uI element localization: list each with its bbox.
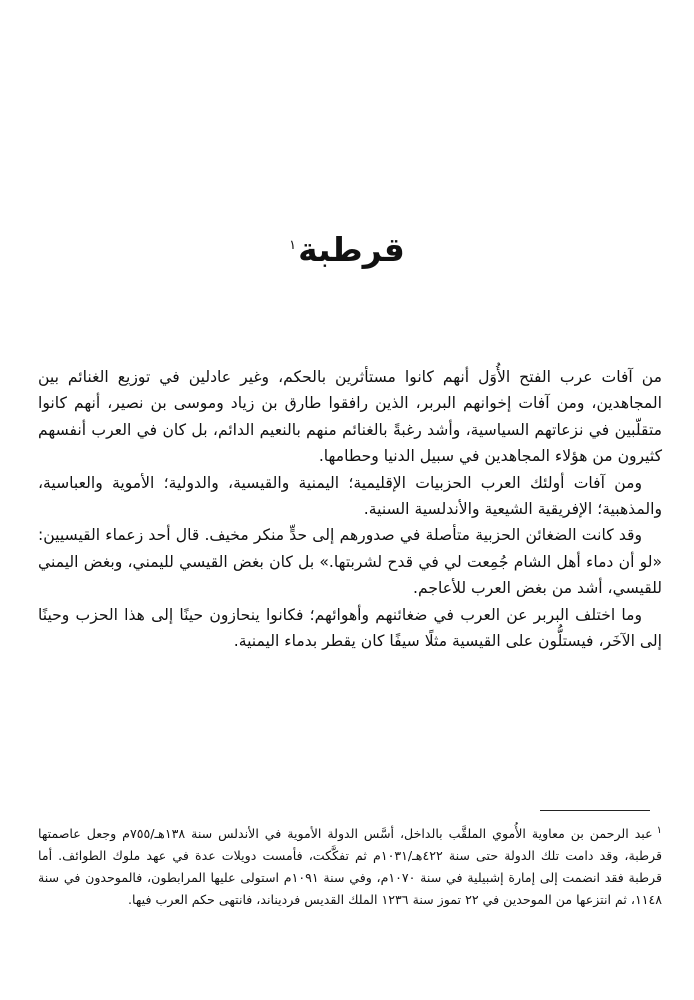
title-footnote-mark[interactable]: ١ xyxy=(289,238,297,253)
paragraph-2: ومن آفات أولئك العرب الحزبيات الإقليمية؛ اليمنية والقيسية، والدولية؛ الأموية والعباسية، والمذهبية؛ الإفريقية الشيعية والأندلسية السنية. xyxy=(38,473,662,519)
paragraph-3: وقد كانت الضغائن الحزبية متأصلة في صدورهم إلى حدٍّ منكر مخيف. قال أحد زعماء القيسيين: «لو أن دماء أهل الشام جُمِعت لي في قدح لشربتها.» بل كان بغض القيسي لليمني، وبغض اليمني للقيسي، أشد من بغض العرب للأعاجم. xyxy=(38,526,662,598)
footnote-mark: ١ xyxy=(656,825,662,836)
paragraph-4: وما اختلف البربر عن العرب في ضغائنهم وأهوائهم؛ فكانوا ينحازون حينًا إلى هذا الحزب وحينًا إلى الآخَر، فيستلُّون على القيسية مثلًا سيفًا كان يقطر بدماء اليمنية. xyxy=(38,605,662,651)
footnote xyxy=(38,820,662,910)
footnote-separator xyxy=(540,810,650,811)
footnote-paragraph xyxy=(38,820,662,910)
paragraph-1: من آفات عرب الفتح الأُوَل أنهم كانوا مستأثرين بالحكم، وغير عادلين في توزيع الغنائم بين المجاهدين، ومن آفات إخوانهم البربر، الذين رافقوا طارق بن زياد وموسى بن نصير، أنهم كانوا متقلّبين في نزعاتهم السياسية، وأشد رغبةً بالغنائم منهم بالنعيم الدائم، بل كان في العرب أنفسهم كثيرون من هؤلاء المجاهدين في سبيل الدنيا وحطامها. xyxy=(38,368,662,466)
chapter-title xyxy=(0,222,694,274)
footnote-text: عبد الرحمن بن معاوية الأُموي الملقَّب بالداخل، أسَّس الدولة الأموية في الأندلس سنة ١٣٨هـ/٧٥٥م وجعل عاصمتها قرطبة، وقد دامت تلك الدولة حتى سنة ٤٢٢هـ/١٠٣١م ثم تفكَّكت، فأمست دويلات عدة في عهد ملوك الطوائف. أما قرطبة فقد انضمت إلى إمارة إشبيلية في سنة ١٠٧٠م، وفي سنة ١٠٩١م استولى عليها المرابطون، فالموحدون في سنة ١١٤٨، ثم انتزعها من الموحدين في ٢٢ تموز سنة ١٢٣٦ الملك القديس فرديناند، فانتهى حكم العرب فيها. xyxy=(38,826,663,907)
chapter-title-text: قرطبة xyxy=(298,230,405,269)
body-text xyxy=(38,364,662,654)
